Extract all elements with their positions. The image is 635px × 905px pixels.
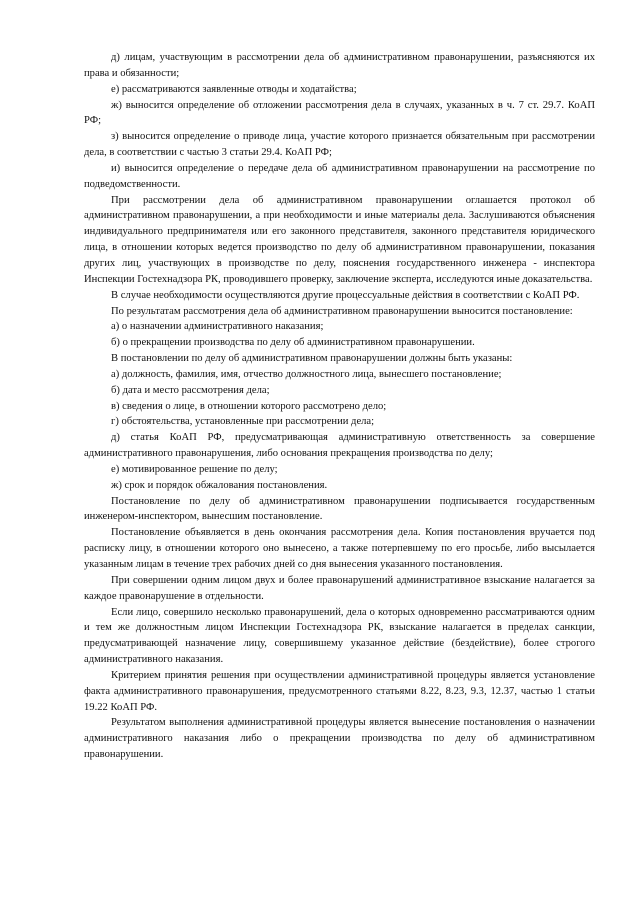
paragraph-decision-signed: Постановление по делу об административном правонарушении подписывается государственным инженером-инспектором, вынесшим постановление. [84, 495, 595, 523]
paragraph-decision-announced: Постановление объявляется в день окончания рассмотрения дела. Копия постановления вручается под расписку лицу, в отношении которого оно вынесено, а также потерпевшему по его просьбе, либо высылается указанным лицам в течение трех рабочих дней со дня вынесения указанного постановления. [84, 527, 595, 570]
paragraph-z-compulsory-appearance: з) выносится определение о приводе лица, участие которого признается обязательным при рассмотрении дела, в соответствии с частью 3 статьи 29.4. КоАП РФ; [84, 131, 595, 159]
paragraph-d-rights-explained: д) лицам, участвующим в рассмотрении дела об административном правонарушении, разъясняются их права и обязанности; [84, 52, 595, 79]
paragraph-v-person-info: в) сведения о лице, в отношении которого рассмотрено дело; [111, 400, 387, 412]
paragraph-a-punishment: а) о назначении административного наказания; [111, 321, 324, 333]
paragraph-b-date-place: б) дата и место рассмотрения дела; [111, 384, 270, 396]
paragraph-zh-appeal-procedure: ж) срок и порядок обжалования постановления. [111, 479, 328, 491]
paragraph-several-offenses-penalty: Если лицо, совершило несколько правонарушений, дела о которых одновременно рассматриваются одним и тем же должностным лицом Инспекции Гостехнадзора РК, взыскание налагается в пределах санкции, предусматривающей назначение лицу, совершившему указанное действие (бездействие), более строгого административного наказания. [84, 606, 595, 666]
paragraph-i-transfer-jurisdiction: и) выносится определение о передаче дела об административном правонарушении на рассмотрение по подведомственности. [84, 162, 595, 190]
paragraph-e-motions-reviewed: е) рассматриваются заявленные отводы и ходатайства; [111, 83, 357, 95]
paragraph-b-termination: б) о прекращении производства по делу об административном правонарушении. [111, 337, 475, 349]
paragraph-other-procedural-actions: В случае необходимости осуществляются другие процессуальные действия в соответствии с КоАП РФ. [111, 289, 580, 301]
paragraph-decision-contents: В постановлении по делу об административном правонарушении должны быть указаны: [111, 353, 513, 365]
paragraph-a-official-position: а) должность, фамилия, имя, отчество должностного лица, вынесшего постановление; [111, 368, 502, 380]
paragraph-zh-postponement: ж) выносится определение об отложении рассмотрения дела в случаях, указанных в ч. 7 ст. 29.7. КоАП РФ; [84, 99, 595, 127]
paragraph-e-reasoned-decision: е) мотивированное решение по делу; [111, 463, 278, 475]
paragraph-d-article: д) статья КоАП РФ, предусматривающая административную ответственность за совершение административного правонарушения, либо основания прекращения производства по делу; [84, 432, 595, 460]
paragraph-procedure-result: Результатом выполнения административной процедуры является вынесение постановления о назначении административного наказания либо о прекращении производства по делу об административном правонарушении. [84, 717, 595, 761]
paragraph-decision-criterion: Критерием принятия решения при осуществлении административной процедуры является установление факта административного правонарушения, предусмотренного статьями 8.22, 8.23, 9.3, 12.37, частью 1 статьи 19.22 КоАП РФ. [84, 669, 595, 713]
paragraph-protocol-announcement: При рассмотрении дела об административном правонарушении оглашается протокол об административном правонарушении, а при необходимости и иные материалы дела. Заслушиваются объяснения индивидуального предпринимателя или его законного представителя, законного представителя юридического лица, в отношении которых ведется производство по делу об административном правонарушении, показания других лиц, участвующих в производстве по делу, пояснения государственного инженера - инспектора Инспекции Гостехнадзора РК, проводившего проверку, заключение эксперта, исследуются иные доказательства. [84, 194, 595, 285]
paragraph-multiple-offenses: При совершении одним лицом двух и более правонарушений административное взыскание налагается за каждое правонарушение в отдельности. [84, 574, 595, 602]
paragraph-decision-issued: По результатам рассмотрения дела об административном правонарушении выносится постановление: [111, 305, 573, 317]
document-page [84, 50, 595, 763]
paragraph-g-circumstances: г) обстоятельства, установленные при рассмотрении дела; [111, 416, 375, 428]
